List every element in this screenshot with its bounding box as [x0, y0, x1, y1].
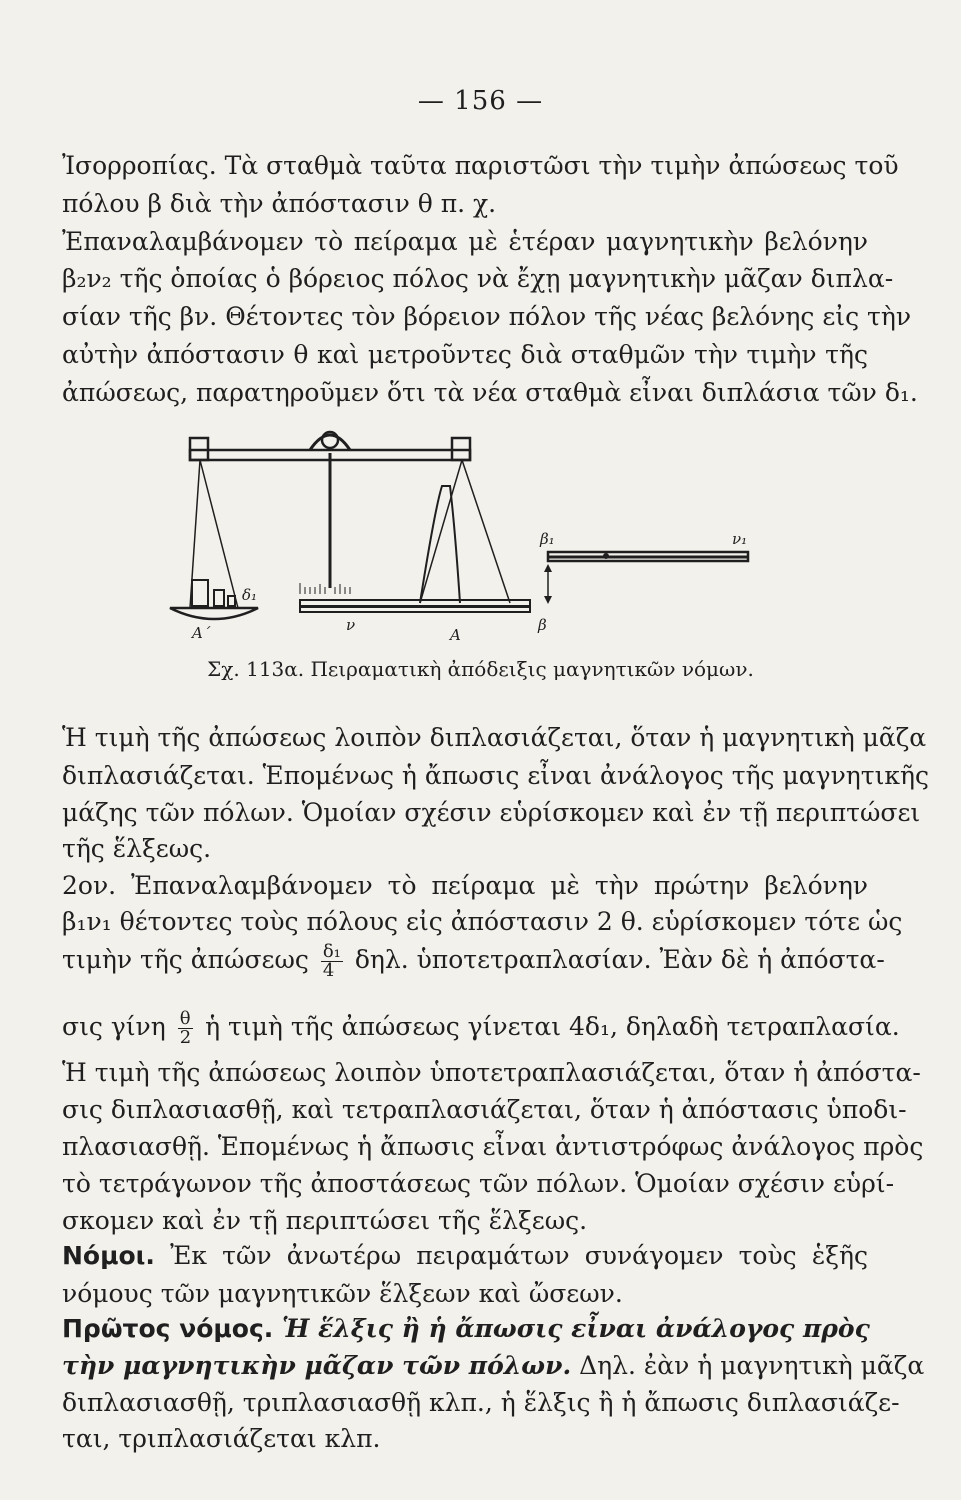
law-statement: τὴν μαγνητικὴν μᾶζαν τῶν πόλων.: [62, 1351, 572, 1380]
figure-label: Α΄: [192, 624, 211, 642]
text-line: τὸ τετράγωνον τῆς ἀποστάσεως τῶν πόλων. Ὁμοίαν σχέσιν εὑρί-: [62, 1169, 895, 1198]
fraction: [321, 943, 343, 980]
text-line: μάζης τῶν πόλων. Ὁμοίαν σχέσιν εὑρίσκομεν καὶ ἐν τῇ περιπτώσει: [62, 798, 921, 827]
figure-label: β₁: [540, 530, 555, 548]
fraction-numerator: θ: [178, 1010, 193, 1029]
text-line: Ἐπαναλαμβάνομεν τὸ πείραμα μὲ ἑτέραν μαγνητικὴν βελόνην: [62, 227, 868, 256]
figure-label: β: [538, 616, 547, 634]
weight-icon: [214, 590, 224, 606]
text-segment: δηλ. ὑποτετραπλασίαν. Ἐὰν δὲ ἡ ἀπόστα-: [354, 945, 885, 974]
text-line: Ἡ τιμὴ τῆς ἀπώσεως λοιπὸν διπλασιάζεται, ὅταν ἡ μαγνητικὴ μᾶζα: [62, 723, 927, 752]
laws-heading: Νόμοι.: [62, 1241, 155, 1270]
first-law-line: [62, 1350, 925, 1382]
text-line: διπλασιασθῇ, τριπλασιασθῇ κλπ., ἡ ἕλξις ἢ ἡ ἄπωσις διπλασιάζε-: [62, 1388, 900, 1417]
text-line: σκομεν καὶ ἐν τῇ περιπτώσει τῆς ἕλξεως.: [62, 1206, 588, 1235]
page-number: — 156 —: [417, 86, 544, 116]
text-segment: σις γίνη: [62, 1012, 166, 1041]
fraction: [178, 1010, 193, 1047]
text-line: ται, τριπλασιάζεται κλπ.: [62, 1424, 381, 1453]
balance-figure: [150, 408, 770, 648]
figure-label: Α: [450, 626, 461, 644]
laws-heading-line: [62, 1240, 868, 1272]
text-segment: Ἐκ τῶν ἀνωτέρω πειραμάτων συνάγομεν τοὺς ἑξῆς: [154, 1241, 868, 1270]
figure-label: ν₁: [732, 530, 748, 548]
text-line: αὐτὴν ἀπόστασιν θ καὶ μετροῦντες διὰ σταθμῶν τὴν τιμὴν τῆς: [62, 340, 868, 369]
text-line: τῆς ἕλξεως.: [62, 834, 212, 863]
first-law-line: [62, 1313, 868, 1345]
text-line: β₁ν₁ θέτοντες τοὺς πόλους εἰς ἀπόστασιν 2 θ. εὑρίσκομεν τότε ὡς: [62, 907, 903, 936]
figure-label: δ₁: [242, 586, 258, 604]
first-law-heading: Πρῶτος νόμος.: [62, 1314, 274, 1343]
weight-icon: [228, 596, 235, 606]
fraction-numerator: δ₁: [322, 941, 341, 962]
law-statement: Ἡ ἕλξις ἢ ἡ ἄπωσις εἶναι ἀνάλογος πρὸς: [273, 1314, 870, 1343]
text-segment: Δηλ. ἐὰν ἡ μαγνητικὴ μᾶζα: [571, 1351, 925, 1380]
fraction-denominator: 2: [179, 1027, 192, 1048]
text-line: β₂ν₂ τῆς ὁποίας ὁ βόρειος πόλος νὰ ἔχῃ μαγνητικὴν μᾶζαν διπλα-: [62, 264, 894, 293]
fraction-denominator: 4: [322, 960, 335, 981]
text-line: Ἡ τιμὴ τῆς ἀπώσεως λοιπὸν ὑποτετραπλασιάζεται, ὅταν ἡ ἀπόστα-: [62, 1058, 921, 1087]
figure-caption: Σχ. 113α. Πειραματικὴ ἀπόδειξις μαγνητικῶν νόμων.: [207, 657, 754, 681]
text-line: σίαν τῆς βν. Θέτοντες τὸν βόρειον πόλον τῆς νέας βελόνης εἰς τὴν: [62, 302, 912, 331]
fraction-line: [62, 1008, 900, 1048]
weight-icon: [192, 580, 208, 606]
text-line: Ἰσορροπίας. Τὰ σταθμὰ ταῦτα παριστῶσι τὴν τιμὴν ἀπώσεως τοῦ: [62, 151, 899, 180]
fraction-line: [62, 941, 885, 981]
text-line: πόλου β διὰ τὴν ἀπόστασιν θ π. χ.: [62, 189, 497, 218]
text-line: διπλασιάζεται. Ἑπομένως ἡ ἄπωσις εἶναι ἀνάλογος τῆς μαγνητικῆς: [62, 761, 929, 790]
text-segment: ἡ τιμὴ τῆς ἀπώσεως γίνεται 4δ₁, δηλαδὴ τετραπλασία.: [205, 1012, 900, 1041]
figure-label: ν: [346, 616, 356, 634]
text-line: νόμους τῶν μαγνητικῶν ἕλξεων καὶ ὤσεων.: [62, 1279, 623, 1308]
text-segment: τιμὴν τῆς ἀπώσεως: [62, 945, 309, 974]
text-line: ἀπώσεως, παρατηροῦμεν ὅτι τὰ νέα σταθμὰ εἶναι διπλάσια τῶν δ₁.: [62, 378, 918, 407]
text-line: σις διπλασιασθῇ, καὶ τετραπλασιάζεται, ὅταν ἡ ἀπόστασις ὑποδι-: [62, 1095, 907, 1124]
left-pan: [170, 608, 258, 619]
text-line: 2ον. Ἐπαναλαμβάνομεν τὸ πείραμα μὲ τὴν πρώτην βελόνην: [62, 871, 868, 900]
text-line: πλασιασθῇ. Ἑπομένως ἡ ἄπωσις εἶναι ἀντιστρόφως ἀνάλογος πρὸς: [62, 1132, 924, 1161]
